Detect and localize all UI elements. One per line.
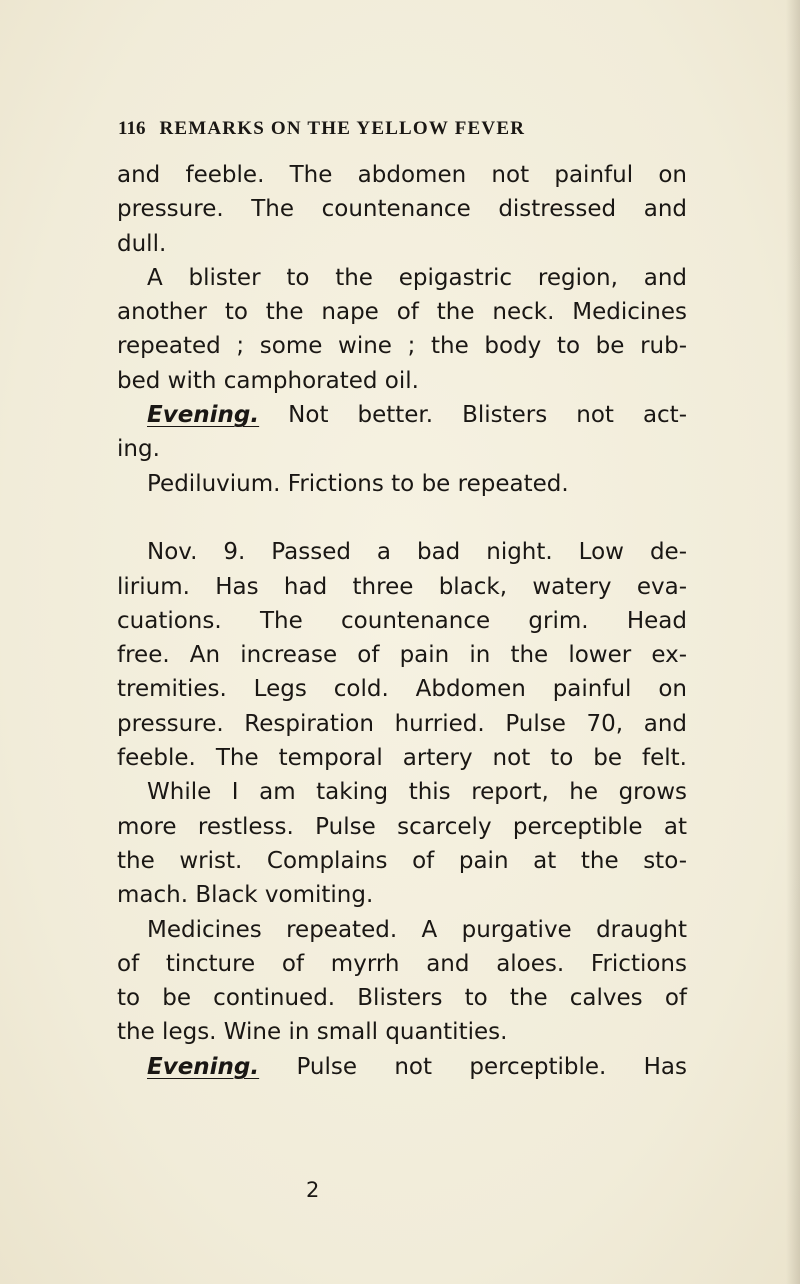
text-line: bed with camphorated oil. (117, 367, 419, 394)
body-text (117, 158, 687, 1084)
text-line: another to the nape of the neck. Medicines (117, 299, 687, 326)
text-line: more restless. Pulse scarcely perceptible at (117, 813, 687, 840)
text-line: repeated ; some wine ; the body to be rub- (117, 333, 687, 360)
text-line (117, 398, 687, 432)
text-line: mach. Black vomiting. (117, 882, 374, 909)
text-line: the wrist. Complains of pain at the sto- (117, 847, 687, 874)
evening-label: Evening. (147, 402, 260, 429)
text-line: cuations. The countenance grim. Head (117, 607, 687, 634)
text-line (117, 1050, 687, 1084)
text-line: ing. (117, 436, 160, 463)
text-line: pressure. Respiration hurried. Pulse 70, and (117, 710, 687, 737)
text-line: While I am taking this report, he grows (147, 779, 687, 806)
text-line: A blister to the epigastric region, and (147, 264, 687, 291)
text-line: lirium. Has had three black, watery eva- (117, 573, 687, 600)
text-fragment: Pulse not perceptible. Has (296, 1053, 687, 1080)
text-line: the legs. Wine in small quantities. (117, 1019, 508, 1046)
text-line: Medicines repeated. A purgative draught (147, 916, 687, 943)
text-line: free. An increase of pain in the lower ex- (117, 642, 687, 669)
text-line: pressure. The countenance distressed and (117, 196, 687, 223)
text-line: of tincture of myrrh and aloes. Frictions (117, 950, 687, 977)
text-line: Nov. 9. Passed a bad night. Low de- (147, 539, 687, 566)
text-line: Pediluvium. Frictions to be repeated. (147, 470, 569, 497)
text-line: feeble. The temporal artery not to be felt. (117, 745, 687, 772)
text-line: to be continued. Blisters to the calves of (117, 985, 687, 1012)
text-fragment: Not better. Blisters not act- (288, 402, 688, 429)
paragraph-gap (117, 501, 687, 535)
text-line: tremities. Legs cold. Abdomen painful on (117, 676, 687, 703)
text-line: dull. (117, 230, 167, 257)
evening-label: Evening. (147, 1053, 260, 1080)
text-line: and feeble. The abdomen not painful on (117, 162, 687, 188)
signature-mark: 2 (306, 1178, 320, 1202)
running-head (118, 118, 678, 140)
page-number: 116 (118, 118, 146, 139)
page-edge-shadow (786, 0, 800, 1284)
running-head-title: REMARKS ON THE YELLOW FEVER (159, 118, 526, 139)
